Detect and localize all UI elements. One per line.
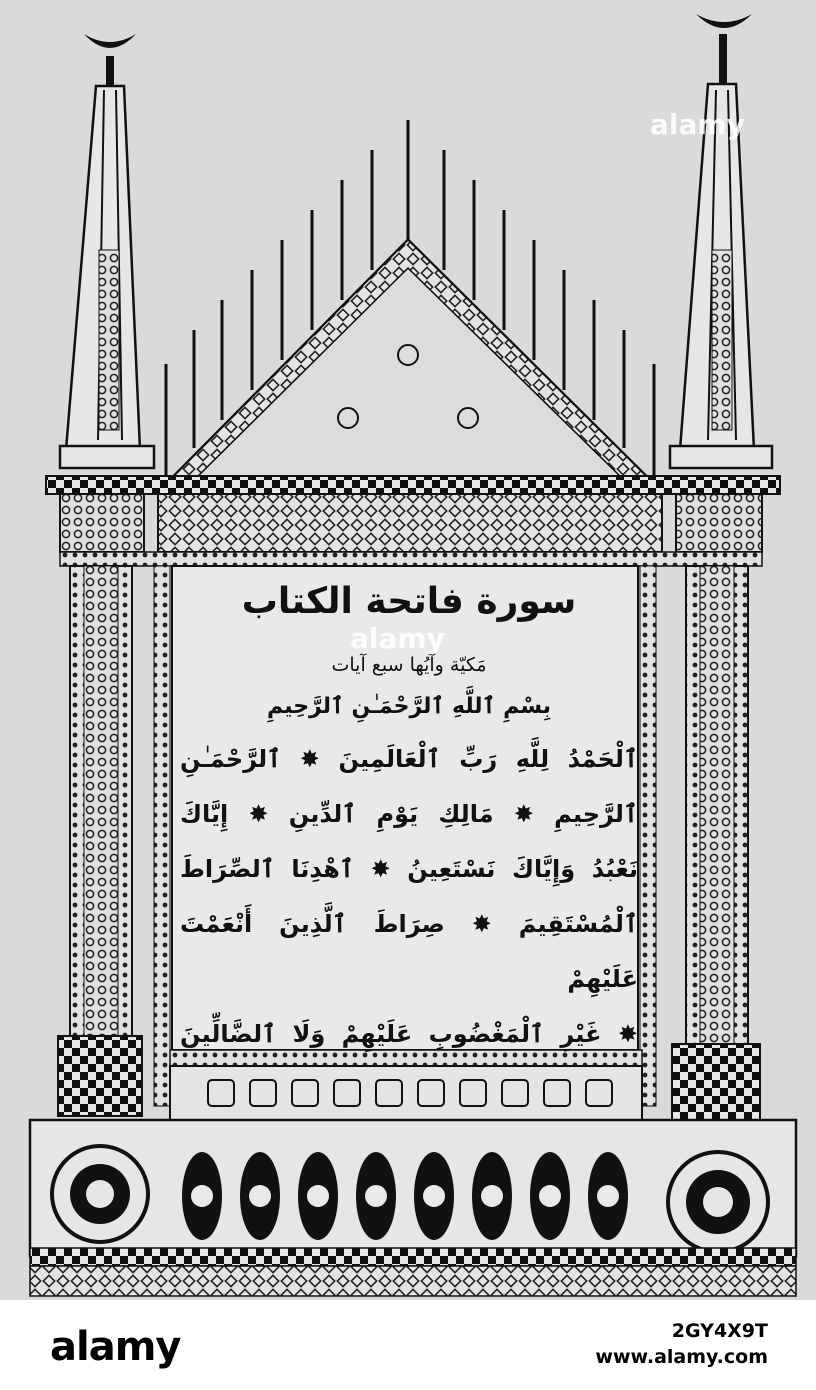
pediment [166, 120, 654, 478]
stock-footer [0, 1300, 816, 1390]
surah-subtitle: مَكيّة وآيُها سبع آيات [331, 654, 487, 676]
verse-line: نَعْبُدُ وَإِيَّاكَ نَسْتَعِينُ ✸ ٱهْدِنَا ٱلصِّرَاطَ [180, 855, 638, 883]
right-minaret [670, 14, 772, 468]
image-id: 2GY4X9T [671, 1320, 768, 1342]
surah-title: سورة فاتحة الكتاب [241, 581, 577, 622]
verse-line: ٱلْحَمْدُ لِلَّهِ رَبِّ ٱلْعَالَمِينَ ✸ ٱلرَّحْمَـٰنِ [180, 745, 638, 773]
basmala: بِسْمِ ٱللَّهِ ٱلرَّحْمَـٰنِ ٱلرَّحِيمِ [266, 694, 552, 719]
watermark: alamy [650, 108, 745, 141]
left-minaret [60, 34, 154, 468]
verse-line: ٱلْمُسْتَقِيمَ ✸ صِرَاطَ ٱلَّذِينَ أَنْعَمْتَ عَلَيْهِمْ [180, 910, 638, 993]
alamy-logo: alamy [50, 1324, 181, 1370]
watermark: alamy [350, 622, 445, 655]
verse-line: ✸ غَيْرِ ٱلْمَغْضُوبِ عَلَيْهِمْ وَلَا ٱلضَّالِّينَ [180, 1020, 638, 1048]
entablature [46, 476, 780, 494]
image-id-block [595, 1318, 768, 1370]
verse-line: ٱلرَّحِيمِ ✸ مَالِكِ يَوْمِ ٱلدِّينِ ✸ إِيَّاكَ [180, 800, 638, 828]
site-link[interactable]: www.alamy.com [595, 1346, 768, 1368]
